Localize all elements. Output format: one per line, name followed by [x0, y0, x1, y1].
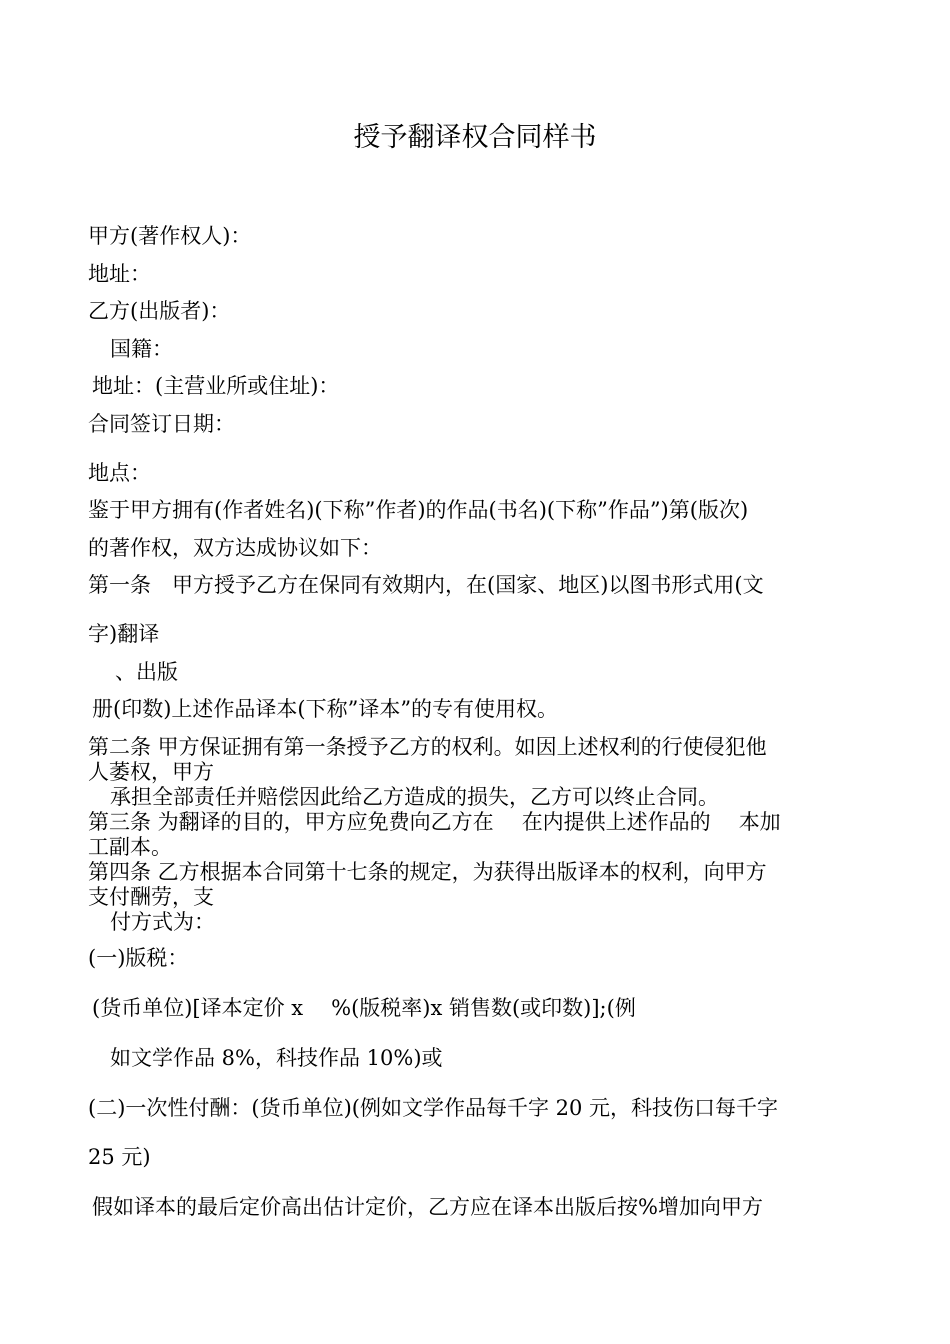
- royalty-example: 如文学作品 8%，科技作品 10%)或: [110, 1046, 443, 1070]
- address-b-label: 地址：(主营业所或住址)：: [92, 374, 340, 398]
- article-2-line-2: 人萎权，甲方: [88, 760, 214, 784]
- article-3-part-b: 在内提供上述作品的: [521, 810, 711, 834]
- royalty-formula: [92, 996, 636, 1020]
- article-4-line-1: 第四条 乙方根据本合同第十七条的规定，为获得出版译本的权利，向甲方: [88, 860, 767, 884]
- article-3-line-2: 工副本。: [88, 835, 172, 859]
- address-a-label: 地址：: [88, 262, 151, 286]
- preamble-line-1: 鉴于甲方拥有(作者姓名)(下称”作者)的作品(书名)(下称”作品”)第(版次): [88, 498, 749, 522]
- party-a-label: 甲方(著作权人)：: [88, 224, 252, 248]
- article-3-part-c: 本加: [738, 810, 781, 834]
- sign-date-label: 合同签订日期：: [88, 412, 235, 436]
- lump-sum-line-1: (二)一次性付酬：(货币单位)(例如文学作品每千字 20 元，科技伤口每千字: [88, 1096, 779, 1120]
- article-2-line-1: 第二条 甲方保证拥有第一条授予乙方的权利。如因上述权利的行使侵犯他: [88, 735, 767, 759]
- article-1-line-2: 字)翻译: [88, 622, 160, 646]
- lump-sum-line-2: 25 元): [88, 1145, 151, 1169]
- article-1-line-3: 、出版: [115, 660, 178, 684]
- party-b-label: 乙方(出版者)：: [88, 299, 231, 323]
- article-3-part-a: 第三条 为翻译的目的，甲方应免费向乙方在: [88, 810, 494, 834]
- nationality-label: 国籍：: [110, 337, 173, 361]
- article-4-line-2: 支付酬劳，支: [88, 885, 214, 909]
- article-4-line-3: 付方式为：: [110, 910, 215, 934]
- royalty-heading: (一)版税：: [88, 946, 189, 970]
- article-1-line-4: 册(印数)上述作品译本(下称”译本”的专有使用权。: [92, 697, 559, 721]
- article-3-line-1: [88, 810, 781, 834]
- final-line: 假如译本的最后定价高出估计定价，乙方应在译本出版后按%增加向甲方: [92, 1195, 763, 1219]
- preamble-line-2: 的著作权，双方达成协议如下：: [88, 536, 382, 560]
- article-2-line-3: 承担全部责任并赔偿因此给乙方造成的损失，乙方可以终止合同。: [110, 785, 719, 809]
- royalty-formula-part-a: (货币单位)[译本定价 x: [92, 996, 304, 1020]
- place-label: 地点：: [88, 461, 151, 485]
- royalty-formula-part-b: %(版税率)x 销售数(或印数)];(例: [331, 996, 636, 1020]
- article-1-line-1: 第一条 甲方授予乙方在保同有效期内，在(国家、地区)以图书形式用(文: [88, 573, 764, 597]
- document-title: 授予翻译权合同样书: [353, 122, 597, 153]
